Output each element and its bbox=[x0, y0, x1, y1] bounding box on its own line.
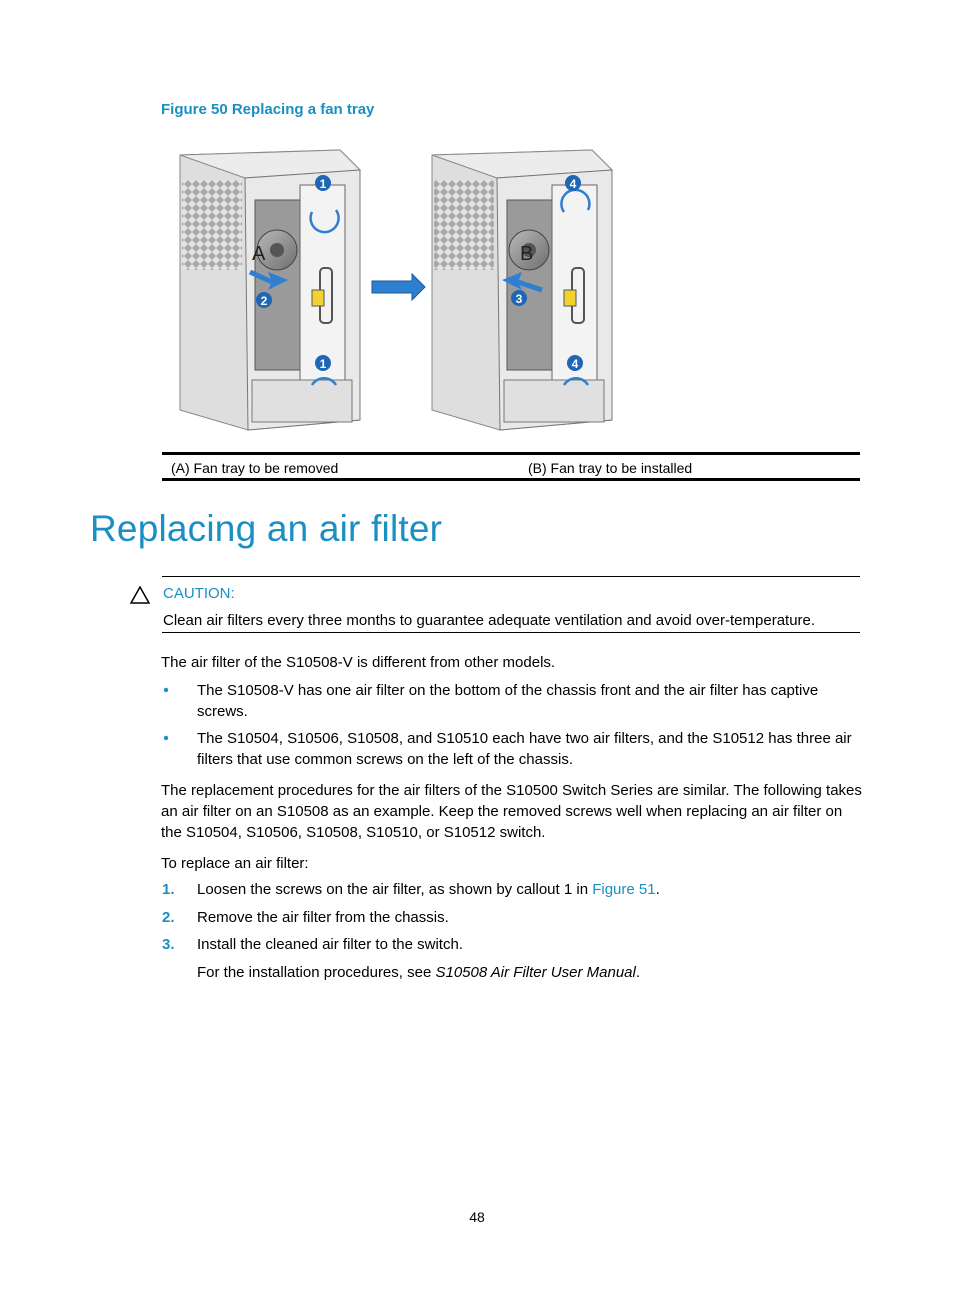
caution-bottom-rule bbox=[162, 632, 860, 633]
panel-a-label: A bbox=[252, 243, 266, 265]
bullet-item: The S10504, S10506, S10508, and S10510 each have two air filters, and the S10512 has three air filters that use common screws on the left of the chassis. bbox=[197, 730, 852, 768]
caution-text: Clean air filters every three months to guarantee adequate ventilation and avoid over-temperature. bbox=[163, 612, 816, 629]
legend-a: (A) Fan tray to be removed bbox=[171, 460, 339, 476]
chassis-a bbox=[180, 150, 360, 430]
intro-paragraph: The air filter of the S10508-V is different from other models. bbox=[161, 654, 556, 671]
step-number: 2. bbox=[162, 909, 175, 926]
legend-b: (B) Fan tray to be installed bbox=[528, 460, 693, 476]
legend-top-rule bbox=[162, 452, 860, 455]
figure-caption: Figure 50 Replacing a fan tray bbox=[161, 101, 375, 118]
callout-b-4-bottom bbox=[567, 355, 583, 371]
callout-a-1-bottom bbox=[315, 355, 331, 371]
installation-note: For the installation procedures, see S10508 Air Filter User Manual. bbox=[197, 964, 641, 981]
step-3-text: Install the cleaned air filter to the switch. bbox=[197, 936, 463, 953]
panel-b-label: B bbox=[520, 243, 534, 265]
svg-text:4: 4 bbox=[569, 177, 577, 191]
step-number: 1. bbox=[162, 881, 175, 898]
caution-top-rule bbox=[162, 576, 860, 577]
callout-b-4-top bbox=[565, 175, 581, 191]
fan-tray-figure bbox=[160, 140, 620, 435]
steps-intro: To replace an air filter: bbox=[161, 855, 309, 872]
svg-text:2: 2 bbox=[260, 294, 268, 308]
callout-a-2 bbox=[256, 292, 272, 308]
page-number: 48 bbox=[469, 1209, 485, 1225]
bullet-marker bbox=[164, 736, 168, 740]
svg-text:3: 3 bbox=[515, 292, 523, 306]
procedure-paragraph: The replacement procedures for the air filters of the S10500 Switch Series are similar. The following takes an air filter on an S10508 as an example. Keep the removed screws well when replacing an air filter on the S10504, S10506, S10508, S10510, or S10512 switch. bbox=[161, 782, 862, 841]
step-number: 3. bbox=[162, 936, 175, 953]
svg-text:1: 1 bbox=[319, 177, 327, 191]
step-1-text: Loosen the screws on the air filter, as shown by callout 1 in Figure 51. bbox=[197, 881, 660, 898]
step-2-text: Remove the air filter from the chassis. bbox=[197, 909, 449, 926]
right-arrow-icon bbox=[372, 274, 425, 300]
caution-label: CAUTION: bbox=[163, 585, 235, 602]
legend-bottom-rule bbox=[162, 478, 860, 481]
manual-title: S10508 Air Filter User Manual bbox=[435, 964, 636, 981]
bullet-marker bbox=[164, 688, 168, 692]
callout-a-1-top bbox=[315, 175, 331, 191]
section-title: Replacing an air filter bbox=[90, 508, 443, 549]
figure-51-link[interactable]: Figure 51 bbox=[592, 881, 656, 898]
callout-b-3 bbox=[511, 290, 527, 306]
caution-triangle-icon bbox=[130, 586, 150, 604]
svg-text:4: 4 bbox=[571, 357, 579, 371]
bullet-item: The S10508-V has one air filter on the bottom of the chassis front and the air filter has captive screws. bbox=[197, 682, 819, 720]
svg-text:1: 1 bbox=[319, 357, 327, 371]
